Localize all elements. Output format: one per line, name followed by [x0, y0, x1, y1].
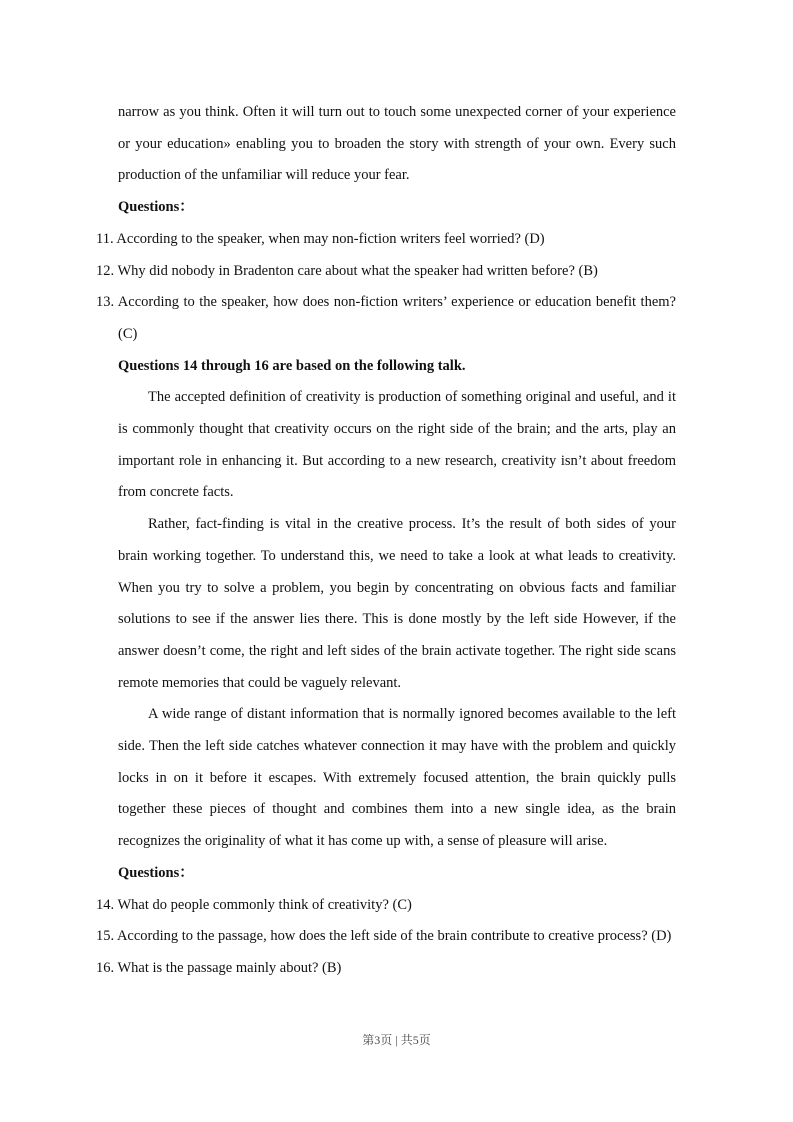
questions-label-2: Questions：: [118, 864, 194, 881]
talk-paragraph-2: Rather, fact-finding is vital in the creative process. It’s the result of both sides of your brain working together. To understand this, we need to take a look at what leads to creativity. When you try to solve a problem, you begin by concentrating on obvious facts and familiar solutions to see if the answer lies there. This is done mostly by the left side However, if the answer doesn’t come, the right and left sides of the brain activate together. The right side scans remote memories that could be vaguely relevant.: [118, 516, 676, 691]
paragraph-continuation: narrow as you think. Often it will turn out to touch some unexpected corner of your experience or your education» enabling you to broaden the story with strength of your own. Every such production of the unfamiliar will reduce your fear.: [118, 104, 676, 184]
talk-paragraph-1: The accepted definition of creativity is production of something original and useful, and it is commonly thought that creativity occurs on the right side of the brain; and the arts, play an important role in enhancing it. But according to a new research, creativity isn’t about freedom from concrete facts.: [118, 389, 676, 501]
question-item-14: 14. What do people commonly think of creativity? (C): [96, 896, 412, 913]
page-number-indicator: 第3页 | 共5页: [362, 1033, 431, 1047]
talk-section-heading: Questions 14 through 16 are based on the following talk.: [118, 357, 466, 374]
talk-paragraph-3: A wide range of distant information that is normally ignored becomes available to the left side. Then the left side catches whatever connection it may have with the problem and quickly locks in on it before it escapes. With extremely focused attention, the brain quickly pulls together these pieces of thought and combines them into a new single idea, as the brain recognizes the originality of what it has come up with, a sense of pleasure will arise.: [118, 706, 676, 850]
questions-label-1: Questions：: [118, 199, 194, 216]
page-content: [96, 97, 676, 985]
question-item-13: 13. According to the speaker, how does non-fiction writers’ experience or education benefit them? (C): [96, 294, 676, 342]
question-item-12: 12. Why did nobody in Bradenton care about what the speaker had written before? (B): [96, 262, 598, 279]
question-item-15: 15. According to the passage, how does the left side of the brain contribute to creative process? (D): [96, 928, 672, 945]
page-footer: [0, 1032, 793, 1048]
question-item-11: 11. According to the speaker, when may non-fiction writers feel worried? (D): [96, 230, 545, 247]
question-item-16: 16. What is the passage mainly about? (B): [96, 959, 342, 976]
